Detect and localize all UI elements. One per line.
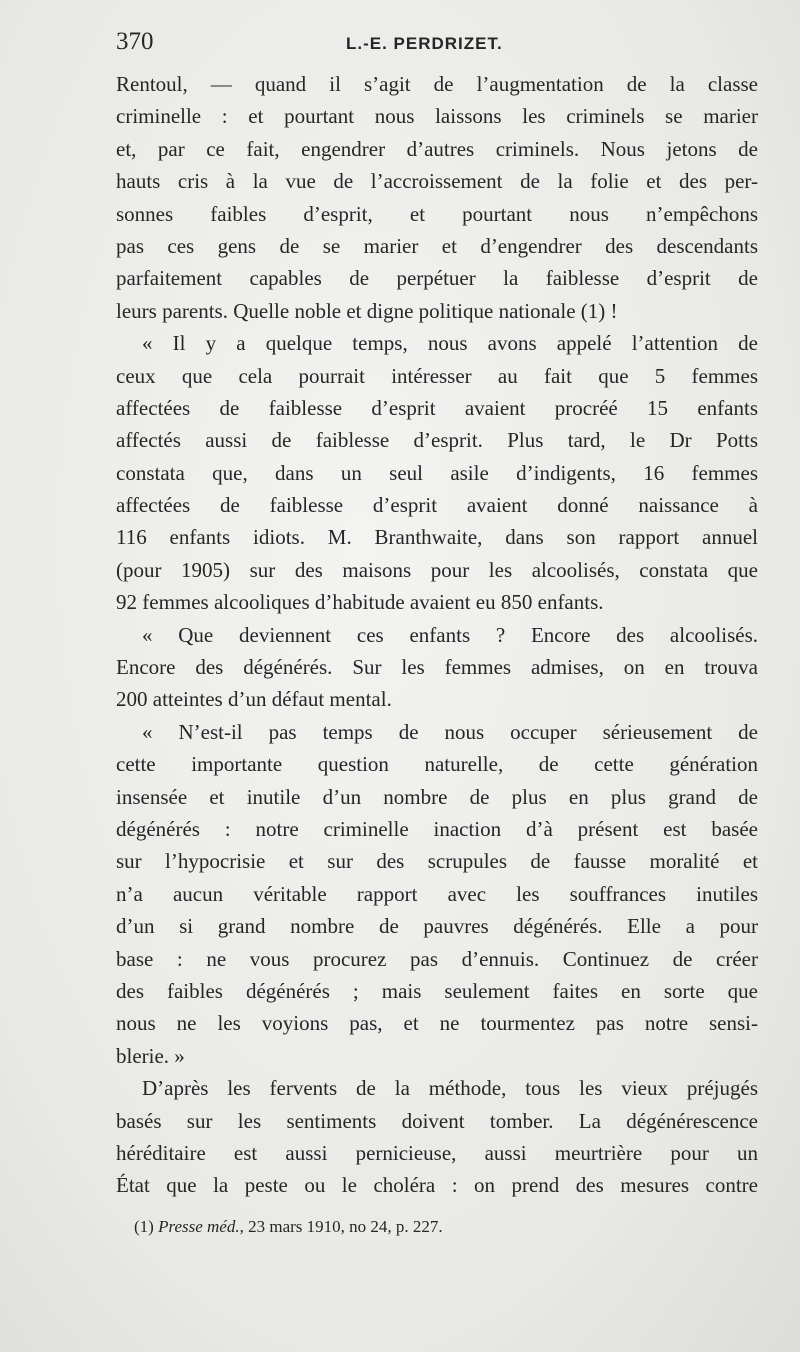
text-line: blerie. »: [116, 1043, 185, 1068]
body-text: [116, 68, 758, 1202]
footnote-marker: (1): [134, 1217, 154, 1236]
footnote-source: Presse méd.: [158, 1217, 240, 1236]
text-line: sur l’hypocrisie et sur des scrupules de fausse moralité et: [116, 849, 758, 874]
text-line: (pour 1905) sur des maisons pour les alcoolisés, constata que: [116, 557, 758, 582]
text-line: des faibles dégénérés ; mais seulement faites en sorte que: [116, 978, 758, 1003]
text-line: affectées de faiblesse d’esprit avaient donné naissance à: [116, 493, 758, 518]
text-line: 200 atteintes d’un défaut mental.: [116, 687, 392, 712]
text-line: sonnes faibles d’esprit, et pourtant nous n’empêchons: [116, 201, 758, 226]
footnote: [134, 1217, 443, 1237]
text-line: D’après les fervents de la méthode, tous les vieux préjugés: [142, 1076, 758, 1101]
text-line: héréditaire est aussi pernicieuse, aussi meurtrière pour un: [116, 1140, 758, 1165]
text-line: État que la peste ou le choléra : on prend des mesures contre: [116, 1173, 758, 1198]
text-line: affectés aussi de faiblesse d’esprit. Plus tard, le Dr Potts: [116, 428, 758, 453]
text-line: pas ces gens de se marier et d’engendrer des descendants: [116, 233, 758, 258]
text-line: 116 enfants idiots. M. Branthwaite, dans son rapport annuel: [116, 525, 758, 550]
text-line: 92 femmes alcooliques d’habitude avaient eu 850 enfants.: [116, 590, 604, 615]
page-number: 370: [116, 28, 154, 55]
page-header: [116, 28, 756, 62]
text-line: constata que, dans un seul asile d’indigents, 16 femmes: [116, 460, 758, 485]
text-line: affectées de faiblesse d’esprit avaient procréé 15 enfants: [116, 395, 758, 420]
text-line: « Que deviennent ces enfants ? Encore des alcoolisés.: [142, 622, 758, 647]
text-line: Encore des dégénérés. Sur les femmes admises, on en trouva: [116, 655, 758, 680]
text-line: d’un si grand nombre de pauvres dégénérés. Elle a pour: [116, 914, 758, 939]
text-line: ceux que cela pourrait intéresser au fait que 5 femmes: [116, 363, 758, 388]
text-line: « N’est-il pas temps de nous occuper sérieusement de: [142, 719, 758, 744]
text-line: basés sur les sentiments doivent tomber. La dégénérescence: [116, 1108, 758, 1133]
text-line: criminelle : et pourtant nous laissons les criminels se marier: [116, 104, 758, 129]
text-line: insensée et inutile d’un nombre de plus en plus grand de: [116, 784, 758, 809]
text-line: n’a aucun véritable rapport avec les souffrances inutiles: [116, 881, 758, 906]
text-line: nous ne les voyions pas, et ne tourmentez pas notre sensi-: [116, 1011, 758, 1036]
text-line: Rentoul, — quand il s’agit de l’augmentation de la classe: [116, 72, 758, 96]
text-line: base : ne vous procurez pas d’ennuis. Continuez de créer: [116, 946, 758, 971]
footnote-details: , 23 mars 1910, no 24, p. 227.: [239, 1217, 443, 1236]
text-line: leurs parents. Quelle noble et digne politique nationale (1) !: [116, 298, 618, 323]
text-line: dégénérés : notre criminelle inaction d’à présent est basée: [116, 816, 758, 841]
text-line: parfaitement capables de perpétuer la faiblesse d’esprit de: [116, 266, 758, 291]
text-line: et, par ce fait, engendrer d’autres criminels. Nous jetons de: [116, 136, 758, 161]
text-line: « Il y a quelque temps, nous avons appelé l’attention de: [142, 331, 758, 356]
running-head: L.-E. PERDRIZET.: [346, 34, 503, 53]
text-line: cette importante question naturelle, de cette génération: [116, 752, 758, 777]
text-line: hauts cris à la vue de l’accroissement de la folie et des per-: [116, 169, 758, 194]
